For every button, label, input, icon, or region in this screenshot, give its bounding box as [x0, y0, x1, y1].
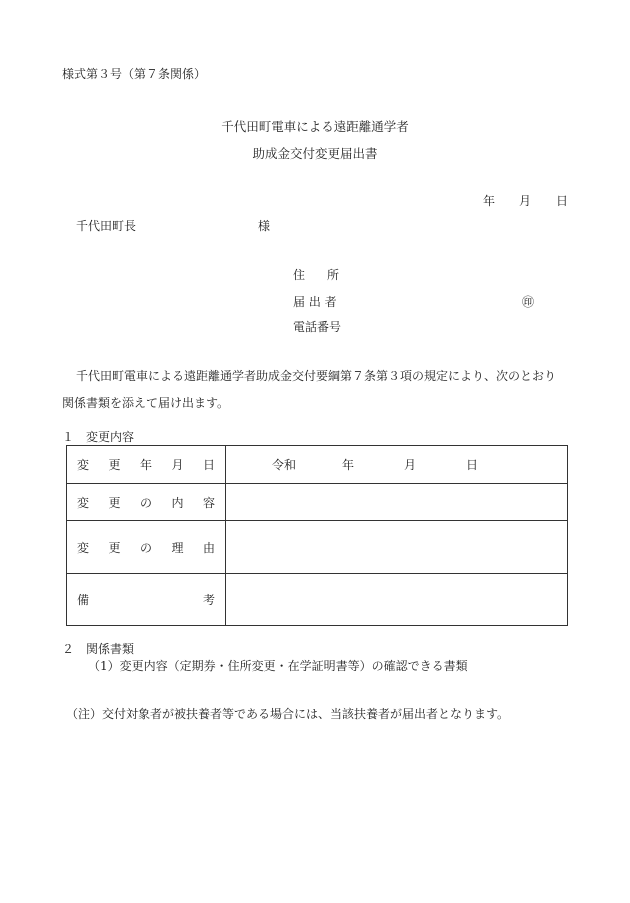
era-label: 令和	[272, 458, 297, 472]
seal-mark: ㊞	[522, 295, 535, 309]
remarks-value-cell[interactable]	[226, 574, 568, 626]
value-day-label: 日	[466, 458, 479, 472]
date-month-label: 月	[519, 194, 532, 208]
document-title-line1: 千代田町電車による遠距離通学者	[221, 119, 409, 134]
label-char: 更	[108, 540, 121, 555]
change-details-table	[66, 445, 568, 626]
row-label-change-reason	[67, 521, 226, 574]
label-char: 更	[108, 495, 121, 510]
date-year-label: 年	[483, 194, 496, 208]
label-char: 由	[202, 540, 215, 555]
value-year-label: 年	[342, 458, 355, 472]
value-month-label: 月	[404, 458, 417, 472]
label-char: 更	[108, 458, 121, 472]
label-char: 変	[77, 458, 90, 472]
change-date-value-cell[interactable]	[226, 446, 568, 484]
label-char: 理	[171, 540, 184, 555]
table-row-change-date	[67, 446, 568, 484]
footnote: （注）交付対象者が被扶養者等である場合には、当該扶養者が届出者となります。	[66, 707, 510, 721]
date-day-label: 日	[556, 194, 569, 208]
label-char: 容	[202, 495, 215, 510]
label-char: 内	[171, 495, 184, 510]
section1-heading: １ 変更内容	[62, 430, 135, 444]
section2-item1: （1）変更内容（定期券・住所変更・在学証明書等）の確認できる書類	[88, 659, 468, 673]
table-row-change-reason	[67, 521, 568, 574]
address-label-char2: 所	[327, 268, 340, 282]
body-text-line1: 千代田町電車による遠距離通学者助成金交付要綱第７条第３項の規定により、次のとおり	[76, 369, 557, 383]
change-reason-value-cell[interactable]	[226, 521, 568, 574]
label-char: の	[139, 495, 152, 510]
addressee-honorific: 様	[258, 219, 271, 233]
row-label-remarks	[67, 574, 226, 626]
addressee-name: 千代田町長	[76, 219, 137, 233]
label-char: 変	[77, 495, 90, 510]
row-label-change-date	[67, 446, 226, 484]
table-row-remarks	[67, 574, 568, 626]
label-char: 考	[202, 593, 215, 607]
section2-heading: ２ 関係書類	[62, 642, 135, 656]
address-label	[293, 269, 339, 281]
label-char: の	[139, 540, 152, 555]
table-row-change-content	[67, 484, 568, 521]
row-label-change-content	[67, 484, 226, 521]
notifier-label: 届 出 者	[293, 295, 337, 309]
label-char: 日	[202, 458, 215, 472]
label-char: 月	[171, 458, 184, 472]
label-char: 年	[139, 458, 152, 472]
form-number: 様式第３号（第７条関係）	[62, 67, 207, 81]
address-label-char1: 住	[293, 268, 306, 282]
body-text-line2: 関係書類を添えて届け出ます。	[62, 396, 230, 410]
label-char: 変	[77, 540, 90, 555]
phone-label: 電話番号	[293, 320, 342, 334]
change-content-value-cell[interactable]	[226, 484, 568, 521]
label-char: 備	[77, 593, 90, 607]
document-title-line2: 助成金交付変更届出書	[252, 146, 378, 161]
